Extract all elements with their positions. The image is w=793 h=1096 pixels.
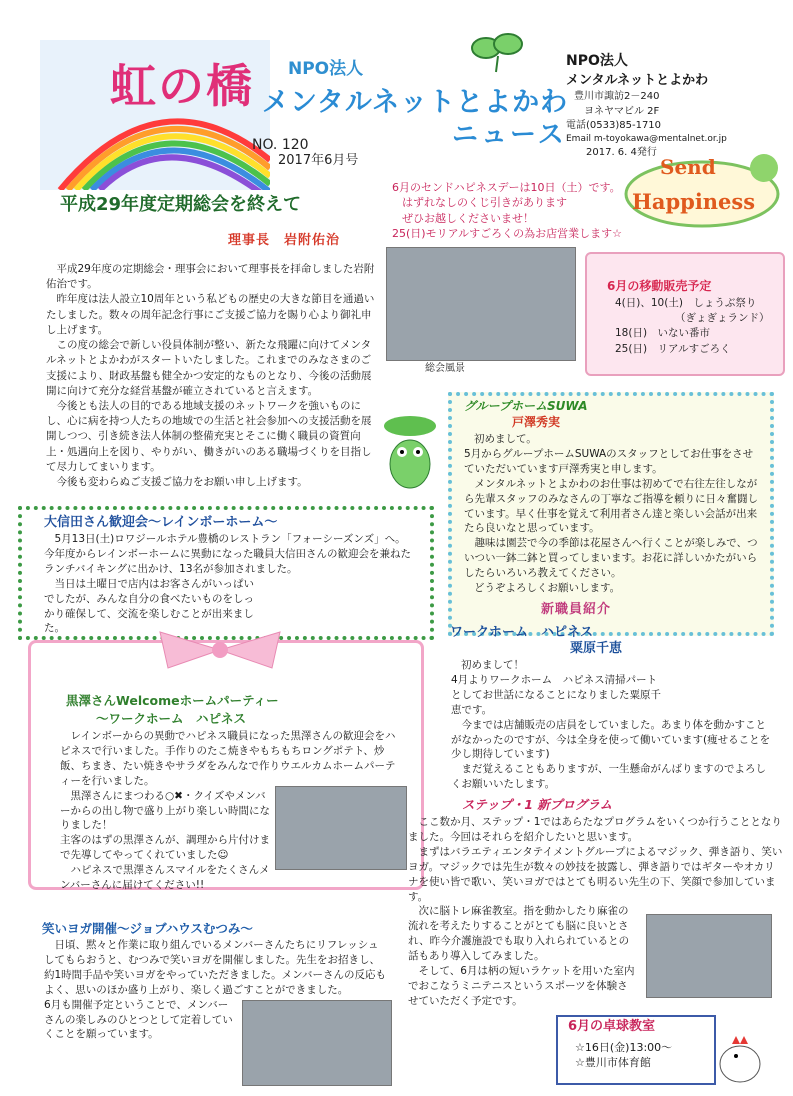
mobile-sales-item: 18(日) いない番市 (615, 327, 711, 340)
masthead-news-label: ニュース (452, 120, 567, 150)
badge-send: Send (660, 155, 716, 179)
meeting-author: 理事長 岩附佑治 (228, 233, 341, 248)
group-home-paragraph: 趣味は園芸で今の季節は花屋さんへ行くことが楽しみで、ついつい一鉢二鉢と買ってしまいます。お花に詳しいかたがいらしたらいろいろ教えてください。 (464, 537, 758, 580)
step1-paragraph: まずはバラエティエンタテイメントグループによるマジック、弾き語り、笑いヨガ。マジックでは先生が数々の妙技を披露し、弾き語りではギターやオカリナを使い皆で歌い、笑いヨガではとても明るい先生の下、笑顔で参加しています。 (408, 845, 783, 903)
group-home-paragraph: どうぞよろしくお願いします。 (474, 582, 621, 595)
kurosawa-paragraph: 主客のはずの黒澤さんが、調理から片付けまで先導してやってくれていました☺ (60, 834, 270, 862)
yoga-title: 笑いヨガ開催～ジョブハウスむつみ～ (42, 921, 253, 936)
group-home-staff-name: 戸澤秀実 (512, 415, 561, 429)
meeting-paragraph: 今後も変わらぬご支援ご協力をお願い申し上げます。 (56, 476, 308, 489)
notice-line: ぜひお越しくださいませ！ (402, 211, 534, 225)
kurosawa-party-photo (275, 786, 407, 870)
table-tennis-date: ☆16日(金)13:00～ (575, 1041, 673, 1054)
kurosawa-paragraph: ハピネスで黒澤さんスマイルをたくさんメンバーさんに届けてください!! (60, 864, 270, 892)
meeting-photo-caption: 総会風景 (425, 363, 465, 374)
mobile-sales-item: （ぎょぎょランド） (675, 312, 770, 325)
notice-line: 6月のセンドハピネスデーは10日（土）です。 (392, 181, 621, 194)
new-staff-workplace: ワークホーム ハピネス (450, 625, 594, 640)
issue-number: NO. 120 (252, 137, 309, 153)
new-staff-paragraph: 初めまして！ (461, 659, 524, 671)
issue-date: 2017年6月号 (278, 153, 359, 168)
mobile-sales-item: 4(日)、10(土) しょうぶ祭り (615, 297, 757, 309)
kurosawa-paragraph: レインボーからの異動でハピネス職員になった黒澤さんの歓迎会をハピネスで行いました。手作りのたこ焼きやもちもちロングポテト、炒飯、ちまき、たい焼きやサラダをみんなで作りウエルカムホームパーティーを行いました。 (60, 730, 396, 787)
yoga-photo (242, 1000, 392, 1086)
meeting-paragraph: 今後とも法人の目的である地域支援のネットワークを強いものにし、心に病を持つ人たちの地域での生活と社会参加への支援活動を展開しつつ、引き続き法人体制の整備充実とそこに働く職員の資質向上・処遇向上を図り、やりがい、働きがいのある職場づくりを目指して尽力してまいります。 (46, 399, 372, 473)
new-staff-body (451, 658, 771, 792)
meeting-photo (386, 247, 576, 361)
meeting-paragraph: 昨年度は法人設立10周年という私どもの歴史の大きな節目を通過いたしました。数々の周年記念行事にご支援ご協力を賜り心より御礼申し上げます。 (46, 293, 375, 336)
contact-address1: 豊川市諏訪2－240 (574, 91, 660, 103)
welcome-party-title: 大信田さん歓迎会～レインボーホーム～ (44, 515, 278, 530)
new-staff-name: 粟原千恵 (570, 641, 623, 656)
welcome-party-body (44, 532, 414, 636)
meeting-heading: 平成29年度定期総会を終えて (60, 194, 302, 215)
masthead-npo-label: NPO法人 (288, 59, 364, 79)
masthead-org-name: メンタルネットとよかわ (262, 87, 569, 118)
contact-address2: ヨネヤマビル 2F (584, 105, 660, 117)
meeting-paragraph: この度の総会で新しい役員体制が整い、新たな飛躍に向けてメンタルネットとよかわがスタートいたしました。これまでのみなさまのご支援により、財政基盤も健全かつ安定的なものとなり、今後の活動展開に向けて充分な経営基盤が確立されていると言えます。 (46, 339, 372, 397)
yoga-paragraph: 日頃、黙々と作業に取り組んでいるメンバーさんたちにリフレッシュしてもらおうと、むつみで笑いヨガを開催しました。先生をお招きし、約1時間手品や笑いヨガをやっていただきました。メンバーさんの反応もよく、思いのほか盛り上がり、楽しく過ごすことができました。 (44, 939, 386, 996)
mobile-sales-item: 25(日) リアルすごろく (615, 342, 731, 355)
frog-icon (380, 412, 440, 494)
kurosawa-paragraph: 黒澤さんにまつわる○✖・クイズやメンバーからの出し物で盛り上がり楽しい時間になりました！ (60, 789, 270, 832)
send-happiness-notice (392, 180, 672, 242)
mobile-sales-title: 6月の移動販売予定 (607, 279, 712, 293)
meeting-body (46, 262, 376, 490)
notice-line: はずれなしのくじ引きがあります (402, 196, 567, 210)
step1-paragraph: ここ数か月、ステップ・1ではあらたなプログラムをいくつか行うこととなりました。今回はそれらを紹介したいと思います。 (408, 816, 782, 843)
group-home-body (464, 432, 760, 596)
kurosawa-title-line1: 黒澤さんWelcomeホームパーティー (66, 693, 279, 708)
group-home-paragraph: メンタルネットとよかわのお仕事は初めてで右往左往しながら先輩スタッフのみなさんの丁寧なご指導を頼りに日々奮闘しています。早く仕事を覚えて利用者さん達と楽しい会話が出来たら良いなと思っています。 (464, 477, 758, 535)
chicken-icon (712, 1030, 768, 1086)
table-tennis-info (575, 1040, 672, 1071)
step1-paragraph: そして、6月は柄の短いラケットを用いた室内でおこなうミニテニスというスポーツを体験させていただく予定です。 (408, 965, 635, 1007)
welcome-paragraph: 5月13日(土)ロワジールホテル豊橋のレストラン「フォーシーズンズ」へ。今年度からレインボーホームに異動になった職員大信田さんの歓迎会を兼ねたランチバイキングに出かけ、13名が参加されました。 (44, 533, 411, 575)
contact-org: メンタルネットとよかわ (566, 72, 709, 88)
contact-issued: 2017. 6. 4発行 (586, 146, 657, 158)
welcome-paragraph: 当日は土曜日で店内はお客さんがいっぱいでしたが、みんな自分の食べたいものをしっかり確保して、交流を楽しむことが出来ました。 (44, 577, 254, 635)
ribbon-bow-icon (140, 628, 300, 678)
group-home-title: グループホームSUWA (464, 399, 588, 413)
clover-logo-icon (466, 28, 530, 74)
meeting-paragraph: 平成29年度の定期総会・理事会において理事長を拝命しました岩附佑治です。 (46, 263, 375, 291)
newsletter-title: 虹の橋 (110, 59, 254, 113)
table-tennis-title: 6月の卓球教室 (568, 1019, 656, 1034)
new-staff-paragraph: 4月よりワークホーム ハピネス清掃パートとしてお世話になることになりました粟原千恵です。 (451, 673, 661, 716)
new-staff-heading: 新職員紹介 (541, 602, 612, 617)
kurosawa-title-line2: ～ワークホーム ハピネス (96, 711, 247, 726)
contact-tel: 電話(0533)85-1710 (566, 119, 662, 131)
table-tennis-place: ☆豊川市体育館 (575, 1056, 651, 1070)
badge-happiness: Happiness (632, 189, 756, 214)
step1-photo (646, 914, 772, 998)
step1-paragraph: 次に脳トレ麻雀教室。指を動かしたり麻雀の流れを考えたりすることがとても脳に良いとされ、昨今介護施設でも取り入れられているとの話もあり導入してみました。 (408, 905, 630, 963)
group-home-paragraph: 5月からグループホームSUWAのスタッフとしてお仕事をさせていただいています戸澤秀実と申します。 (464, 447, 754, 475)
yoga-paragraph: 6月も開催予定ということで、メンバーさんの楽しみのひとつとして定着していくことを願っています。 (44, 998, 233, 1041)
contact-npo: NPO法人 (566, 53, 628, 69)
contact-email: Email m-toyokawa@mentalnet.or.jp (566, 133, 727, 144)
contact-block (566, 52, 766, 160)
notice-line: 25(日)モリアルすごろくの為お店営業します☆ (392, 227, 623, 241)
step1-title: ステップ・1 新プログラム (462, 797, 613, 812)
mobile-sales-list (615, 296, 770, 357)
new-staff-paragraph: 今までは店舗販売の店員をしていました。あまり体を動かすことがなかったのですが、今は全身を使って働いています(痩せることを少し期待しています) (451, 718, 771, 761)
group-home-paragraph: 初めまして。 (474, 433, 537, 445)
new-staff-paragraph: まだ覚えることもありますが、一生懸命がんばりますのでよろしくお願いいたします。 (451, 763, 766, 791)
